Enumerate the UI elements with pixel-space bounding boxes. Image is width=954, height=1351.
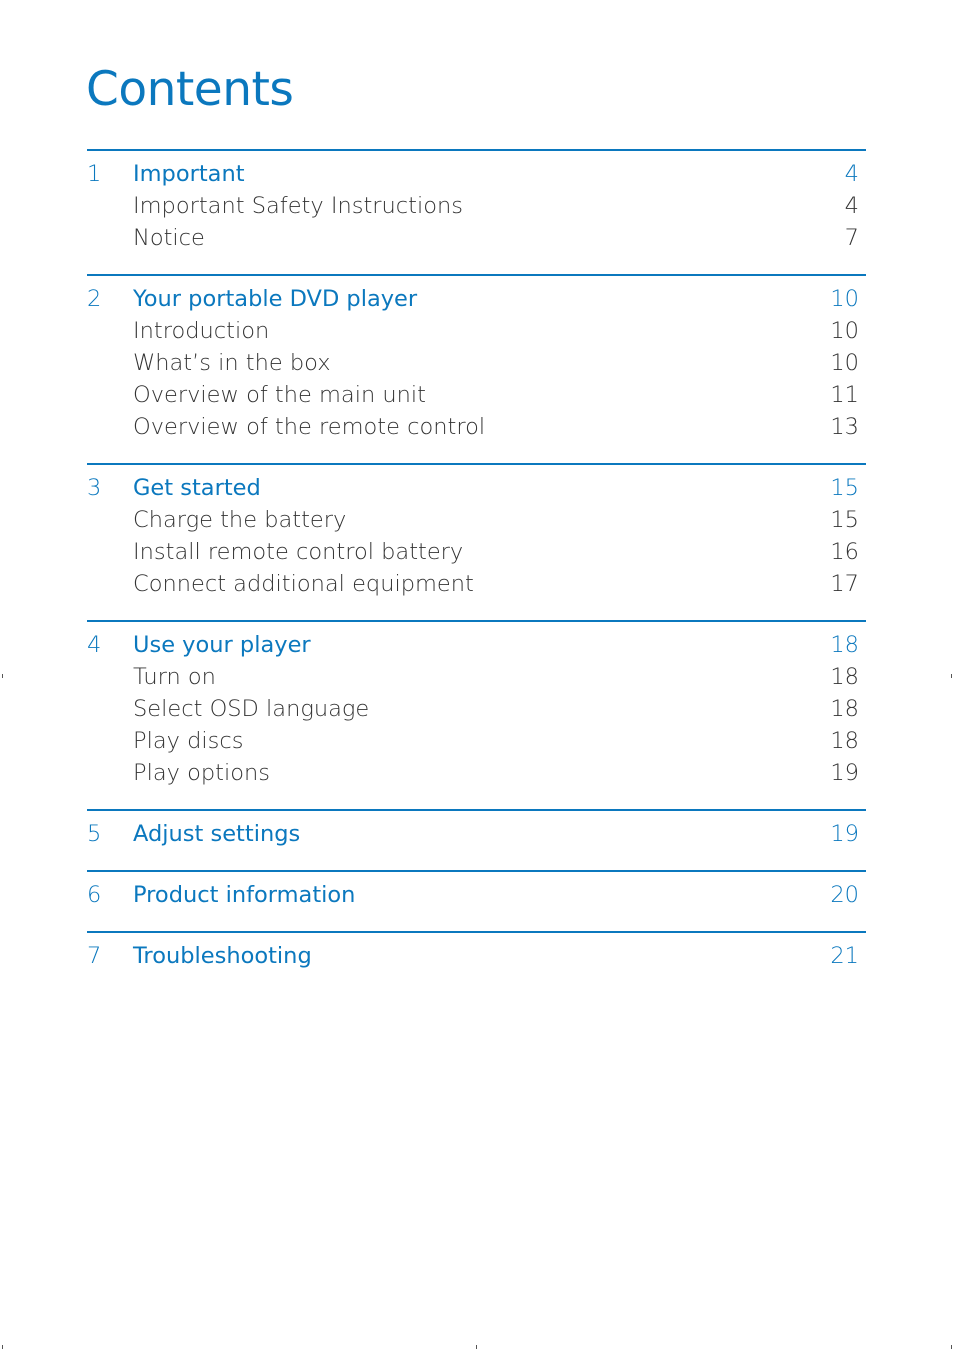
toc-entry-row[interactable] bbox=[87, 757, 866, 789]
chapter-title[interactable]: Troubleshooting bbox=[133, 943, 312, 969]
toc-section bbox=[87, 274, 866, 463]
crop-mark-bottom-right bbox=[951, 1345, 952, 1349]
chapter-page-number: 18 bbox=[830, 632, 859, 658]
chapter-number: 5 bbox=[87, 821, 102, 847]
crop-mark-left bbox=[2, 674, 3, 678]
toc-chapter-row[interactable] bbox=[87, 472, 866, 504]
chapter-number: 6 bbox=[87, 882, 102, 908]
chapter-number: 3 bbox=[87, 475, 102, 501]
chapter-number: 7 bbox=[87, 943, 102, 969]
entry-page-number: 19 bbox=[830, 760, 859, 786]
entry-title[interactable]: Notice bbox=[133, 225, 205, 251]
entry-title[interactable]: Overview of the main unit bbox=[133, 382, 426, 408]
chapter-page-number: 20 bbox=[830, 882, 859, 908]
entry-title[interactable]: Charge the battery bbox=[133, 507, 347, 533]
toc-entry-row[interactable] bbox=[87, 411, 866, 443]
chapter-number: 2 bbox=[87, 286, 102, 312]
crop-mark-bottom-center bbox=[476, 1345, 477, 1349]
entry-title[interactable]: Play options bbox=[133, 760, 270, 786]
toc-section bbox=[87, 463, 866, 620]
toc-entry-row[interactable] bbox=[87, 347, 866, 379]
toc-entry-row[interactable] bbox=[87, 379, 866, 411]
toc-entry-row[interactable] bbox=[87, 504, 866, 536]
entry-title[interactable]: Important Safety Instructions bbox=[133, 193, 463, 219]
entry-page-number: 18 bbox=[830, 696, 859, 722]
toc-chapter-row[interactable] bbox=[87, 158, 866, 190]
chapter-title[interactable]: Important bbox=[133, 161, 245, 187]
chapter-title[interactable]: Get started bbox=[133, 475, 261, 501]
toc-chapter-row[interactable] bbox=[87, 940, 866, 972]
entry-title[interactable]: Turn on bbox=[133, 664, 216, 690]
crop-mark-right bbox=[951, 674, 952, 678]
entry-page-number: 10 bbox=[830, 318, 859, 344]
entry-page-number: 4 bbox=[844, 193, 859, 219]
entry-page-number: 13 bbox=[830, 414, 859, 440]
toc-entry-row[interactable] bbox=[87, 693, 866, 725]
entry-page-number: 10 bbox=[830, 350, 859, 376]
chapter-number: 4 bbox=[87, 632, 102, 658]
toc-entry-row[interactable] bbox=[87, 315, 866, 347]
toc-entry-row[interactable] bbox=[87, 536, 866, 568]
table-of-contents bbox=[87, 149, 866, 992]
chapter-title[interactable]: Product information bbox=[133, 882, 356, 908]
toc-entry-row[interactable] bbox=[87, 190, 866, 222]
toc-section bbox=[87, 149, 866, 274]
chapter-page-number: 15 bbox=[830, 475, 859, 501]
entry-page-number: 11 bbox=[830, 382, 859, 408]
chapter-page-number: 10 bbox=[830, 286, 859, 312]
toc-chapter-row[interactable] bbox=[87, 818, 866, 850]
page-title: Contents bbox=[86, 62, 294, 117]
entry-title[interactable]: Introduction bbox=[133, 318, 270, 344]
toc-entry-row[interactable] bbox=[87, 661, 866, 693]
entry-page-number: 15 bbox=[830, 507, 859, 533]
toc-chapter-row[interactable] bbox=[87, 283, 866, 315]
toc-entry-row[interactable] bbox=[87, 222, 866, 254]
entry-page-number: 16 bbox=[830, 539, 859, 565]
entry-page-number: 18 bbox=[830, 664, 859, 690]
toc-entry-row[interactable] bbox=[87, 568, 866, 600]
chapter-title[interactable]: Use your player bbox=[133, 632, 311, 658]
chapter-title[interactable]: Your portable DVD player bbox=[133, 286, 418, 312]
toc-chapter-row[interactable] bbox=[87, 879, 866, 911]
chapter-title[interactable]: Adjust settings bbox=[133, 821, 301, 847]
toc-section bbox=[87, 620, 866, 809]
entry-title[interactable]: Overview of the remote control bbox=[133, 414, 486, 440]
toc-section bbox=[87, 870, 866, 931]
entry-page-number: 17 bbox=[830, 571, 859, 597]
crop-mark-bottom-left bbox=[2, 1345, 3, 1349]
entry-title[interactable]: What’s in the box bbox=[133, 350, 331, 376]
toc-chapter-row[interactable] bbox=[87, 629, 866, 661]
entry-page-number: 18 bbox=[830, 728, 859, 754]
chapter-page-number: 4 bbox=[844, 161, 859, 187]
chapter-number: 1 bbox=[87, 161, 102, 187]
chapter-page-number: 19 bbox=[830, 821, 859, 847]
chapter-page-number: 21 bbox=[830, 943, 859, 969]
toc-section bbox=[87, 931, 866, 992]
entry-title[interactable]: Connect additional equipment bbox=[133, 571, 474, 597]
toc-section bbox=[87, 809, 866, 870]
entry-title[interactable]: Select OSD language bbox=[133, 696, 370, 722]
toc-entry-row[interactable] bbox=[87, 725, 866, 757]
entry-title[interactable]: Play discs bbox=[133, 728, 244, 754]
entry-title[interactable]: Install remote control battery bbox=[133, 539, 464, 565]
entry-page-number: 7 bbox=[844, 225, 859, 251]
